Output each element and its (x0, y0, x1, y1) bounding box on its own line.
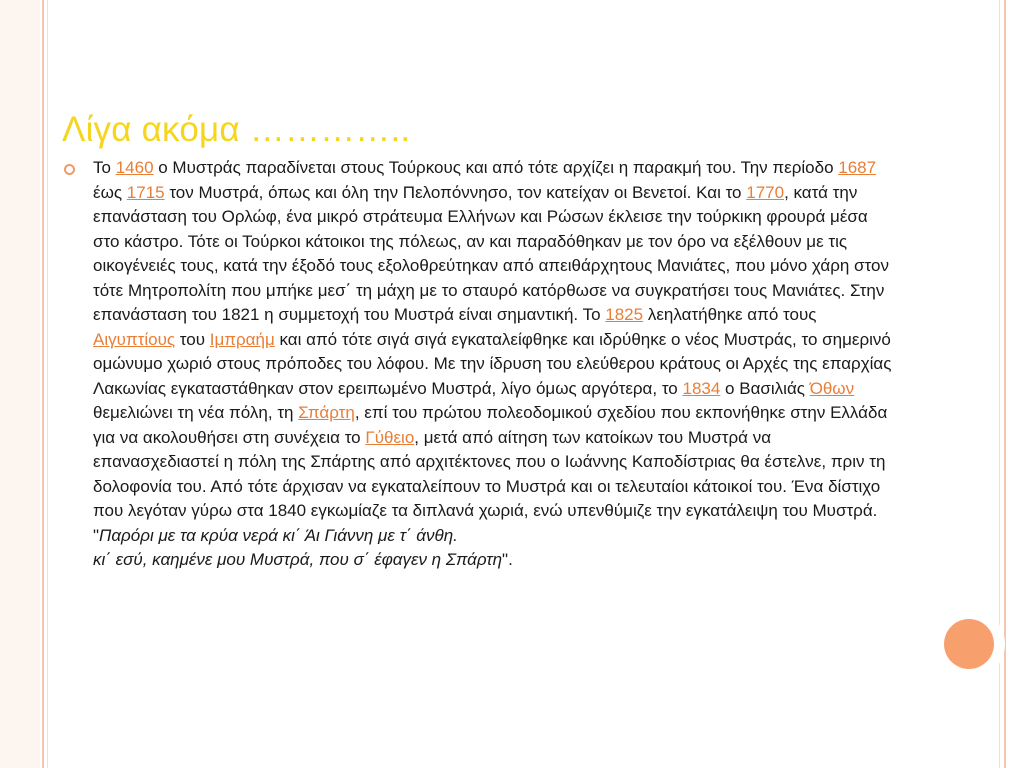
right-frame-line (1004, 0, 1006, 768)
link-othon[interactable]: Όθων (809, 378, 855, 398)
link-1460[interactable]: 1460 (115, 158, 154, 177)
text-run: λεηλατήθηκε από τους (643, 305, 817, 324)
quote-line-2: κι΄ εσύ, καημένε μου Μυστρά, που σ΄ έφαγεν η Σπάρτη (93, 550, 503, 569)
quote-open: " (93, 525, 100, 545)
text-run: , επί του πρώτου πολεοδομικού σχεδίου που εκπονήθηκε στην Ελλάδα για να ακολουθήσει στη συνέχεια το (93, 403, 888, 447)
bullet-circle-icon (64, 164, 75, 175)
text-run: και από τότε σιγά σιγά εγκαταλείφθηκε και ιδρύθηκε ο νέος Μυστράς, το σημερινό ομώνυμο χωριό στους πρόποδες του λόφου. Με την ίδρυση του ελεύθερου κράτους οι Αρχές της επαρχίας Λακωνίας εγκαταστάθηκαν στον ερειπωμένο Μυστρά, λίγο όμως αργότερα, το (93, 329, 892, 398)
link-1834[interactable]: 1834 (682, 378, 721, 398)
text-run: τον Μυστρά, όπως και όλη την Πελοπόννησο, τον κατείχαν οι Βενετοί. Και το (164, 182, 747, 202)
body-paragraph (93, 156, 893, 573)
link-1770[interactable]: 1770 (746, 182, 785, 202)
text-run: ο Βασιλιάς (720, 378, 810, 398)
text-run: Το (93, 158, 116, 177)
link-ibrahim[interactable]: Ιμπραήμ (209, 329, 275, 349)
link-1825[interactable]: 1825 (605, 305, 644, 324)
link-1687[interactable]: 1687 (838, 158, 877, 177)
slide-title: Λίγα ακόμα ………….. (62, 110, 411, 149)
text-run: του (175, 329, 210, 349)
text-run: έως (93, 182, 127, 202)
left-frame-line (42, 0, 44, 768)
link-sparti[interactable]: Σπάρτη (298, 403, 355, 422)
text-run: , μετά από αίτηση των κατοίκων του Μυστρά να επανασχεδιαστεί η πόλη της Σπάρτης από αρχιτέκτονες που ο Ιωάννης Καποδίστριας θα έστελνε, πριν τη δολοφονία του. Από τότε άρχισαν να εγκαταλείπουν το Μυστρά και οι τελευταίοι κάτοικοί του. Ένα δίστιχο που λεγόταν γύρω στα 1840 εγκωμίαζε τα διπλανά χωριά, ενώ υπενθύμιζε την εγκατάλειψη του Μυστρά. (93, 427, 886, 520)
text-run: ο Μυστράς παραδίνεται στους Τούρκους και από τότε αρχίζει η παρακμή του. Την περίοδο (153, 158, 839, 177)
link-gytheio[interactable]: Γύθειο (365, 427, 415, 447)
link-aigyptious[interactable]: Αιγυπτίους (93, 329, 176, 349)
left-frame-line-inner (47, 0, 48, 768)
text-run: , κατά την επανάσταση του Ορλώφ, ένα μικρό στράτευμα Ελλήνων και Ρώσων έκλεισε την τούρκικη φρουρά μέσα στο κάστρο. Τότε οι Τούρκοι κάτοικοι της πόλεως, αν και παραδόθηκαν με τον όρο να εξέλθουν με τις οικογένειές τους, κατά την έξοδό τους εξολοθρεύτηκαν από απειθάρχητους Μανιάτες, που μόνο χάρη στον τότε Μητροπολίτη που μπήκε μεσ΄ τη μάχη με το σταυρό κατόρθωσε να συγκρατήσει τους Μανιάτες. Στην επανάσταση του 1821 η συμμετοχή του Μυστρά είναι σημαντική. Το (93, 182, 889, 324)
text-run: θεμελιώνει τη νέα πόλη, τη (93, 403, 299, 422)
quote-line-1: Παρόρι με τα κρύα νερά κι΄ Άι Γιάννη με τ΄ άνθη. (99, 525, 458, 545)
decorative-circle-icon (944, 619, 994, 669)
quote-close: ". (502, 550, 513, 569)
link-1715[interactable]: 1715 (126, 182, 165, 202)
